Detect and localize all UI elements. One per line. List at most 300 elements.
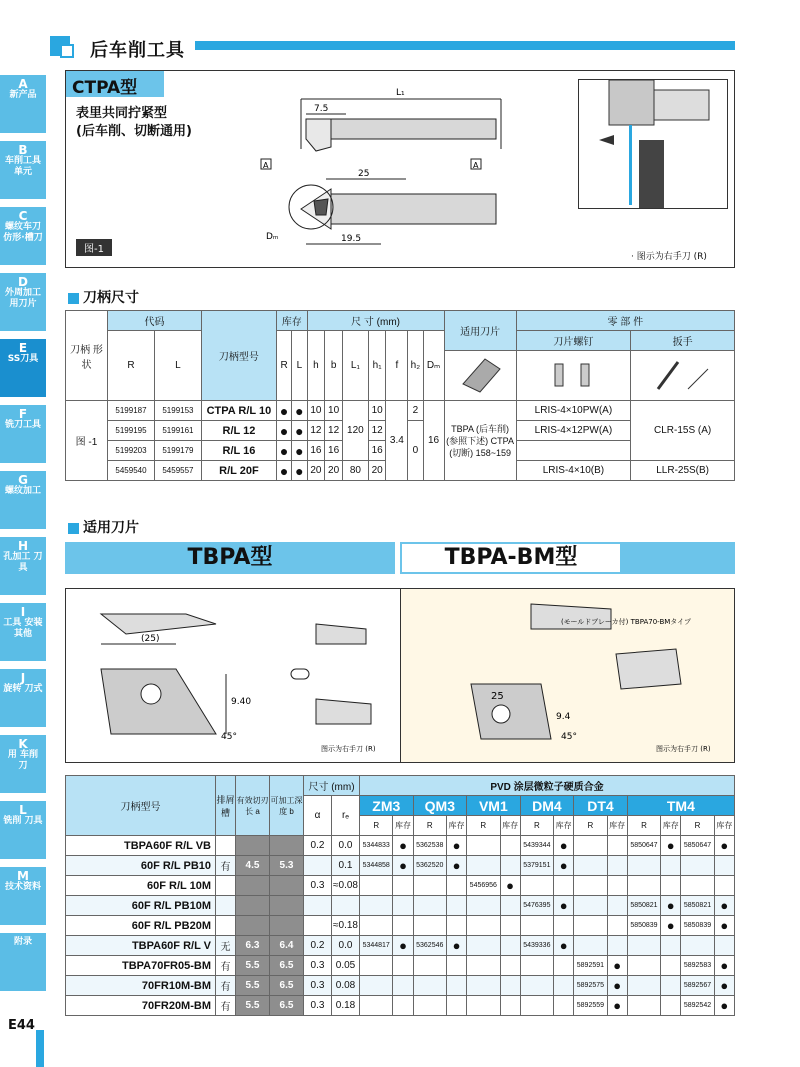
a-cell [236, 916, 270, 936]
code-r: 5459540 [108, 461, 155, 481]
grade-stock [554, 916, 574, 936]
figure-label: 图-1 [76, 239, 112, 256]
grade-stock: ● [661, 836, 681, 856]
th-b: b [325, 331, 343, 401]
grade-code [520, 916, 553, 936]
grade-stock [446, 996, 466, 1016]
sidebar-tab[interactable] [0, 603, 46, 661]
card-tbpa-bm: TBPA-BM型 [400, 542, 622, 574]
page-bar [36, 1030, 44, 1067]
grade-code: 5344817 [360, 936, 393, 956]
model-cell: CTPA R/L 10 [201, 401, 276, 421]
grade-stock: ● [446, 856, 466, 876]
grade-code [574, 916, 607, 936]
sidebar-tab-label: 螺纹车刀 仿形·槽刀 [3, 222, 43, 243]
th-code-r: R [108, 331, 155, 401]
grade-stock [661, 956, 681, 976]
th-grade-stock: 库存 [500, 816, 520, 836]
th-alpha: α [304, 796, 332, 836]
grade-code [574, 936, 607, 956]
alpha-cell: 0.3 [304, 976, 332, 996]
sidebar-tab-letter: C [18, 209, 28, 223]
dim-94: 9.4 [556, 712, 571, 722]
h-cell: 20 [307, 461, 325, 481]
grade-dt4: DT4 [574, 796, 628, 816]
tbpa-drawing [66, 589, 401, 762]
header-square-outline-icon [60, 44, 74, 58]
th-grade-stock: 库存 [714, 816, 734, 836]
section-inserts [68, 517, 139, 537]
screw-cell [516, 441, 631, 461]
section-shank-dims-label: 刀柄尺寸 [83, 290, 139, 306]
grade-stock: ● [607, 996, 627, 1016]
stock-r-dot: ● [276, 401, 291, 421]
sidebar-tab[interactable] [0, 141, 46, 199]
table-row [66, 916, 735, 936]
chip-cell [216, 916, 236, 936]
sidebar-tab-label: 附录 [13, 937, 32, 947]
th-grade-r: R [627, 816, 660, 836]
sidebar-tab-label: 旋转 刀式 [3, 684, 43, 694]
wrench-cell: CLR-15S (A) [631, 401, 735, 461]
grade-stock [661, 856, 681, 876]
grade-stock [500, 856, 520, 876]
h-cell: 10 [307, 401, 325, 421]
moldbreaker-note: (モールドブレーカ付) TBPA70-BMタイプ [561, 618, 691, 626]
alpha-cell: 0.3 [304, 876, 332, 896]
stock-r-dot: ● [276, 421, 291, 441]
r-cell: ≈0.08 [332, 876, 360, 896]
insert-model: 60F R/L PB20M [66, 916, 216, 936]
grade-stock: ● [446, 936, 466, 956]
a-cell: 5.5 [236, 996, 270, 1016]
th-stock-r: R [276, 331, 291, 401]
sidebar-tab-letter: K [18, 737, 28, 751]
sidebar-tab-letter: M [17, 869, 29, 883]
a-cell: 5.5 [236, 976, 270, 996]
th-h1: h₁ [368, 331, 386, 401]
grade-stock [661, 976, 681, 996]
stock-r-dot: ● [276, 441, 291, 461]
alpha-cell [304, 916, 332, 936]
alpha-cell [304, 896, 332, 916]
th-h2: h₂ [408, 331, 423, 401]
insert-model: TBPA60F R/L VB [66, 836, 216, 856]
dim-25-left: (25) [141, 634, 160, 644]
dim-940: 9.40 [231, 697, 252, 707]
dim-l1: L₁ [396, 88, 405, 98]
sidebar-tab[interactable] [0, 273, 46, 331]
grade-stock [500, 956, 520, 976]
grade-code [520, 876, 553, 896]
sidebar-tab[interactable] [0, 207, 46, 265]
f-cell: 3.4 [386, 401, 408, 481]
b-cell: 5.3 [270, 856, 304, 876]
table-row [66, 876, 735, 896]
sidebar-tab-label: 螺纹加工 [4, 486, 41, 496]
grade-stock [500, 896, 520, 916]
sidebar-tab-label: 孔加工 刀具 [3, 552, 43, 573]
code-r: 5199187 [108, 401, 155, 421]
insert-drawings [65, 588, 735, 763]
r-cell: 0.18 [332, 996, 360, 1016]
grade-stock: ● [607, 976, 627, 996]
grade-code [627, 936, 660, 956]
chip-cell [216, 876, 236, 896]
a-cell: 6.3 [236, 936, 270, 956]
r-cell: ≈0.18 [332, 916, 360, 936]
dim-a1: A [263, 161, 269, 170]
th-insert: 适用刀片 [444, 311, 516, 351]
grade-stock [393, 996, 413, 1016]
header-bar [195, 41, 735, 50]
grade-code: 5892559 [574, 996, 607, 1016]
a-cell: 5.5 [236, 956, 270, 976]
dim-dm: Dₘ [266, 232, 279, 242]
grade-code: 5439344 [520, 836, 553, 856]
stock-r-dot: ● [276, 461, 291, 481]
page-title: 后车削工具 [90, 40, 185, 61]
dim-195: 19.5 [341, 234, 362, 244]
code-l: 5459557 [154, 461, 201, 481]
r-cell: 0.1 [332, 856, 360, 876]
tbpa-bm-drawing [401, 589, 734, 762]
section-shank-dims [68, 287, 139, 307]
th-parts: 零 部 件 [516, 311, 734, 331]
alpha-cell: 0.2 [304, 836, 332, 856]
grade-code [360, 876, 393, 896]
sidebar-tab[interactable] [0, 75, 46, 133]
grade-stock [500, 916, 520, 936]
grade-stock: ● [714, 996, 734, 1016]
grade-stock: ● [554, 896, 574, 916]
b-cell: 6.4 [270, 936, 304, 956]
table-row [66, 996, 735, 1016]
sidebar-tab-letter: A [18, 77, 28, 91]
chip-cell: 有 [216, 956, 236, 976]
grade-code [681, 876, 714, 896]
grade-stock [607, 936, 627, 956]
grade-stock [714, 856, 734, 876]
th-b: 可加工深度 b [270, 776, 304, 836]
r-cell [332, 896, 360, 916]
code-l: 5199179 [154, 441, 201, 461]
insert-note-right: 图示为右手刀 (R) [656, 745, 711, 753]
sidebar-tab-letter: G [18, 473, 28, 487]
tool-illustration [578, 79, 728, 209]
th-grade-r: R [360, 816, 393, 836]
sidebar-tab-letter: I [20, 605, 26, 619]
grade-code [467, 956, 500, 976]
grade-code [360, 996, 393, 1016]
sidebar-tab[interactable] [0, 867, 46, 925]
th-shape: 刀柄 形状 [66, 311, 108, 401]
chip-cell: 有 [216, 976, 236, 996]
grade-code [360, 916, 393, 936]
sidebar-tab[interactable] [0, 933, 46, 991]
stock-l-dot: ● [292, 441, 307, 461]
grade-stock [661, 876, 681, 896]
grade-stock: ● [554, 836, 574, 856]
grade-code: 5476395 [520, 896, 553, 916]
grade-code: 5362538 [413, 836, 446, 856]
grade-code: 5892542 [681, 996, 714, 1016]
insert-model: TBPA60F R/L V [66, 936, 216, 956]
model-cell: R/L 12 [201, 421, 276, 441]
th-l1: L₁ [342, 331, 368, 401]
grade-stock: ● [393, 856, 413, 876]
card-tbpa: TBPA型 [65, 542, 395, 574]
grade-stock: ● [714, 896, 734, 916]
b-cell: 16 [325, 441, 343, 461]
sidebar-tab-letter: L [19, 803, 27, 817]
grade-stock [607, 876, 627, 896]
th-h: h [307, 331, 325, 401]
insert-model: 70FR20M-BM [66, 996, 216, 1016]
shape-cell: 图 -1 [66, 401, 108, 481]
grade-stock [393, 956, 413, 976]
grade-stock: ● [607, 956, 627, 976]
grade-stock [446, 976, 466, 996]
screw-image [516, 351, 631, 401]
screw-cell: LRIS-4×12PW(A) [516, 421, 631, 441]
sidebar-tab-label: 车削工具 单元 [4, 156, 41, 177]
b-cell [270, 876, 304, 896]
insert-note-left: 图示为右手刀 (R) [321, 745, 376, 753]
r-cell: 0.05 [332, 956, 360, 976]
h1-cell: 10 [368, 401, 386, 421]
grade-code: 5892591 [574, 956, 607, 976]
grade-code: 5892583 [681, 956, 714, 976]
grade-code [627, 976, 660, 996]
grade-stock: ● [393, 936, 413, 956]
page-header [45, 36, 735, 60]
th-code-l: L [154, 331, 201, 401]
page-number: E44 [8, 1018, 35, 1033]
grade-code [627, 996, 660, 1016]
grade-qm3: QM3 [413, 796, 467, 816]
grade-stock [554, 996, 574, 1016]
b-cell [270, 896, 304, 916]
sidebar-tab-label: 技术资料 [4, 882, 41, 892]
sidebar-tab[interactable] [0, 735, 46, 793]
grade-tm4: TM4 [627, 796, 734, 816]
table-row [66, 936, 735, 956]
ctpa-description [76, 105, 192, 141]
h2-cell: 0 [408, 421, 423, 481]
th-model: 刀柄型号 [66, 776, 216, 836]
sidebar-tab-label: 铣刀工具 [4, 420, 41, 430]
sidebar-tab[interactable] [0, 405, 46, 463]
grade-code [574, 876, 607, 896]
sidebar-tab-letter: B [18, 143, 28, 157]
grade-stock: ● [446, 836, 466, 856]
th-wrench: 扳手 [631, 331, 735, 351]
code-r: 5199203 [108, 441, 155, 461]
grade-stock: ● [714, 836, 734, 856]
grade-code [467, 896, 500, 916]
b-cell: 10 [325, 401, 343, 421]
grade-code [360, 976, 393, 996]
grade-code [574, 856, 607, 876]
insert-cell: TBPA (后车削) (参照下述) CTPA (切断) 158~159 [444, 401, 516, 481]
grade-code [681, 856, 714, 876]
b-cell: 6.5 [270, 996, 304, 1016]
sidebar-tab[interactable] [0, 801, 46, 859]
grade-code: 5344833 [360, 836, 393, 856]
dm-cell: 16 [423, 401, 444, 481]
grade-stock [446, 956, 466, 976]
grade-code: 5379151 [520, 856, 553, 876]
th-grade-r: R [520, 816, 553, 836]
grade-code [520, 976, 553, 996]
table-row [66, 896, 735, 916]
insert-model: 60F R/L PB10 [66, 856, 216, 876]
grade-stock [714, 936, 734, 956]
a-cell [236, 836, 270, 856]
th-grade-stock: 库存 [393, 816, 413, 836]
grade-stock [607, 836, 627, 856]
th-stock: 库存 [276, 311, 307, 331]
stock-l-dot: ● [292, 461, 307, 481]
r-cell: 0.0 [332, 936, 360, 956]
th-chip: 排屑槽 [216, 776, 236, 836]
th-grade-r: R [681, 816, 714, 836]
grade-code: 5850821 [681, 896, 714, 916]
grade-stock [446, 916, 466, 936]
th-grade-r: R [574, 816, 607, 836]
wrench-cell: LLR-25S(B) [631, 461, 735, 481]
b-cell: 6.5 [270, 976, 304, 996]
th-a: 有效切刃长 a [236, 776, 270, 836]
grade-code [360, 956, 393, 976]
grade-stock: ● [661, 896, 681, 916]
grade-code [413, 976, 446, 996]
grade-stock [607, 916, 627, 936]
h1-cell: 16 [368, 441, 386, 461]
screw-cell: LRIS-4×10PW(A) [516, 401, 631, 421]
l1-cell: 80 [342, 461, 368, 481]
sidebar-tab-label: 铣削 刀具 [3, 816, 43, 826]
th-f: f [386, 331, 408, 401]
grade-stock: ● [554, 856, 574, 876]
h1-cell: 20 [368, 461, 386, 481]
grade-stock [661, 936, 681, 956]
grade-dm4: DM4 [520, 796, 574, 816]
th-stock-l: L [292, 331, 307, 401]
h-cell: 12 [307, 421, 325, 441]
alpha-cell [304, 856, 332, 876]
th-grade-r: R [467, 816, 500, 836]
sidebar-tab[interactable] [0, 339, 46, 397]
a-cell [236, 896, 270, 916]
grade-code: 5850821 [627, 896, 660, 916]
grade-code [467, 976, 500, 996]
grade-code [627, 956, 660, 976]
insert-model: 60F R/L 10M [66, 876, 216, 896]
model-cell: R/L 20F [201, 461, 276, 481]
b-cell [270, 836, 304, 856]
table-row [66, 976, 735, 996]
grade-code [467, 836, 500, 856]
ctpa-box [65, 70, 735, 268]
sidebar-tab[interactable] [0, 537, 46, 595]
sidebar-tab[interactable] [0, 669, 46, 727]
th-dims: 尺 寸 (mm) [307, 311, 444, 331]
sidebar-tab-letter: J [20, 671, 26, 685]
dim-25: 25 [358, 169, 370, 179]
grade-code [520, 956, 553, 976]
th-grade-stock: 库存 [607, 816, 627, 836]
grade-stock: ● [554, 936, 574, 956]
grade-stock: ● [661, 916, 681, 936]
grade-code: 5456956 [467, 876, 500, 896]
chip-cell: 有 [216, 996, 236, 1016]
sidebar-tab-letter: F [18, 407, 28, 421]
grade-stock [554, 956, 574, 976]
alpha-cell: 0.3 [304, 996, 332, 1016]
ctpa-note: · 图示为右手刀 (R) [631, 252, 707, 262]
code-r: 5199195 [108, 421, 155, 441]
sidebar-tab-label: 工具 安装 其他 [3, 618, 43, 639]
grade-code [467, 996, 500, 1016]
grade-code [360, 896, 393, 916]
grade-code [681, 936, 714, 956]
r-cell: 0.0 [332, 836, 360, 856]
insert-model: 60F R/L PB10M [66, 896, 216, 916]
section-square-icon [68, 523, 79, 534]
table-row [66, 956, 735, 976]
grade-stock [607, 896, 627, 916]
th-grade-stock: 库存 [446, 816, 466, 836]
grade-code [520, 996, 553, 1016]
ctpa-drawing [246, 79, 566, 254]
th-model: 刀柄型号 [201, 311, 276, 401]
th-r: rₑ [332, 796, 360, 836]
grade-code: 5439336 [520, 936, 553, 956]
grade-code [467, 856, 500, 876]
shank-table [65, 310, 735, 481]
chip-cell [216, 896, 236, 916]
code-l: 5199161 [154, 421, 201, 441]
sidebar-tab-letter: H [17, 539, 29, 553]
chip-cell: 有 [216, 856, 236, 876]
table-row [66, 836, 735, 856]
sidebar-tab-label: SS刀具 [7, 354, 39, 364]
ctpa-desc-line2: (后车削、切断通用) [76, 124, 192, 139]
grade-stock [393, 916, 413, 936]
sidebar-tab[interactable] [0, 471, 46, 529]
wrench-image [631, 351, 735, 401]
r-cell: 0.08 [332, 976, 360, 996]
h1-cell: 12 [368, 421, 386, 441]
a-cell: 4.5 [236, 856, 270, 876]
card-tbpa-bm-fill [622, 542, 735, 574]
grade-stock [714, 876, 734, 896]
sidebar-tab-letter: D [18, 275, 28, 289]
grade-code [627, 876, 660, 896]
th-pvd: PVD 涂层微粒子硬质合金 [360, 776, 735, 796]
dim-a2: A [473, 161, 479, 170]
l1-cell: 120 [342, 401, 368, 461]
grade-code [627, 856, 660, 876]
grade-code [467, 936, 500, 956]
grade-code [574, 896, 607, 916]
model-cell: R/L 16 [201, 441, 276, 461]
grade-code [413, 876, 446, 896]
th-grade-r: R [413, 816, 446, 836]
grade-code [413, 896, 446, 916]
